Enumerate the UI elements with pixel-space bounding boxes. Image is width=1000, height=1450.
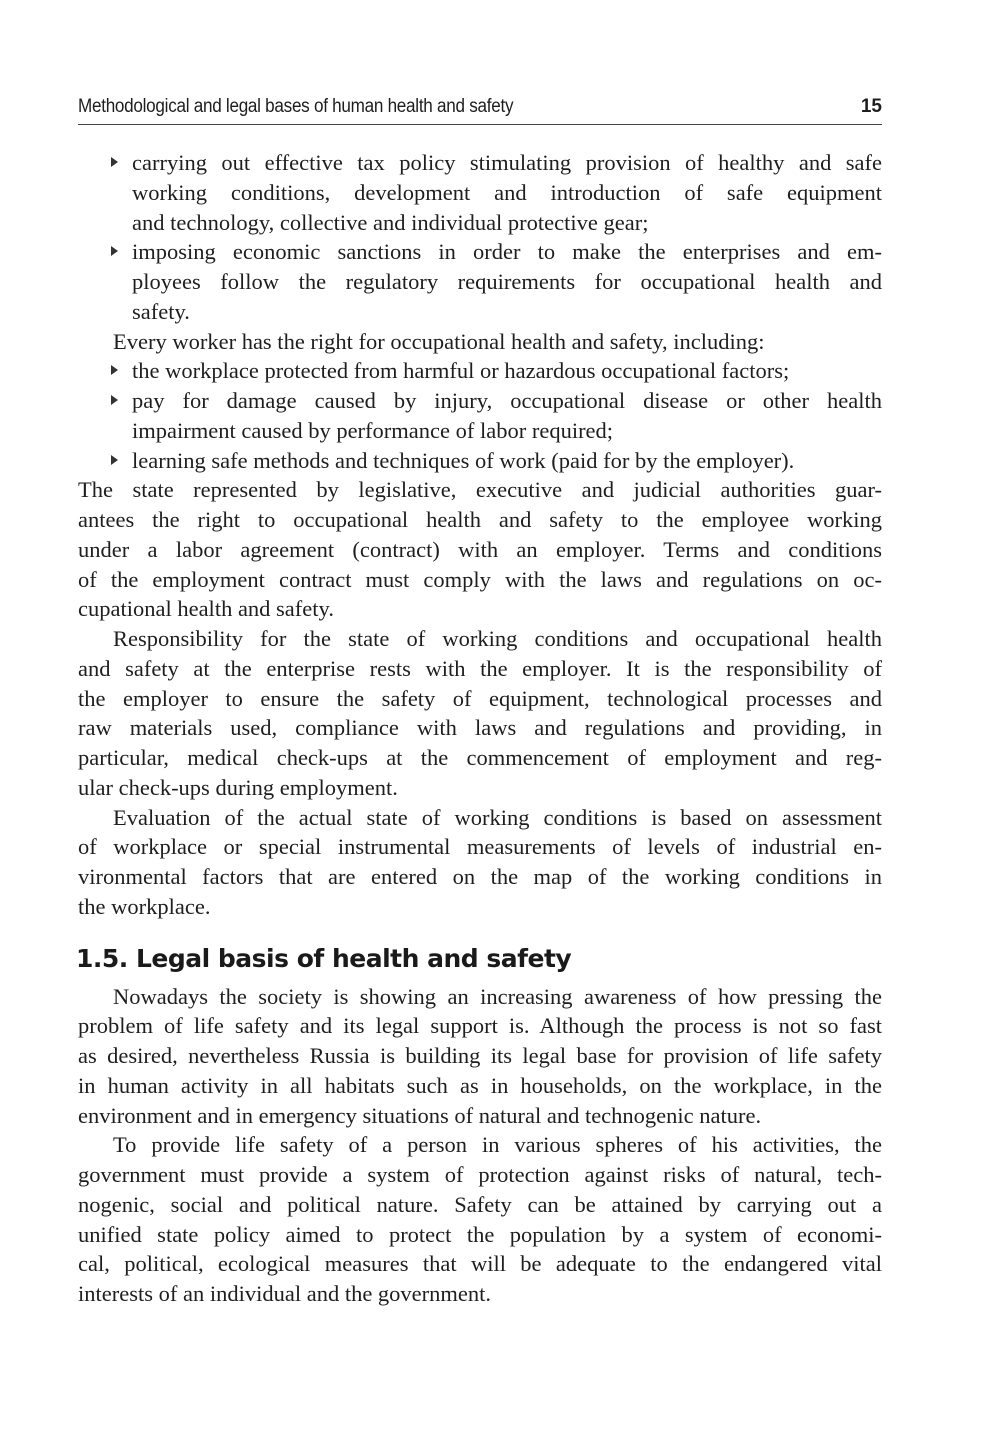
paragraph: [78, 327, 882, 357]
text-line: antees the right to occupational health and safety to the employee working: [78, 507, 882, 532]
bullet-item: [78, 237, 882, 326]
paragraph: [78, 1130, 882, 1309]
section-heading: 1.5. Legal basis of health and safety: [76, 943, 572, 973]
text-line: raw materials used, compliance with laws and regulations and providing, in: [78, 715, 882, 741]
triangle-bullet-icon: [111, 246, 118, 256]
text-line: imposing economic sanctions in order to make the enterprises and em-: [132, 239, 882, 265]
triangle-bullet-icon: [111, 455, 118, 465]
text-line: government must provide a system of protection against risks of natural, tech-: [78, 1162, 882, 1187]
text-line: and technology, collective and individual protective gear;: [132, 209, 649, 235]
text-line: carrying out effective tax policy stimulating provision of healthy and safe: [132, 150, 882, 175]
text-line: vironmental factors that are entered on the map of the working conditions in: [78, 864, 882, 889]
text-line: of workplace or special instrumental measurements of levels of industrial en-: [78, 834, 882, 860]
text-line: of the employment contract must comply with the laws and regulations on oc-: [78, 566, 882, 592]
triangle-bullet-icon: [111, 365, 118, 375]
paragraph: [78, 475, 882, 624]
text-line: the workplace.: [78, 893, 211, 919]
text-line: and safety at the enterprise rests with the employer. It is the responsibility of: [78, 655, 882, 681]
text-line: The state represented by legislative, executive and judicial authorities guar-: [78, 477, 882, 503]
bullet-item: [78, 148, 882, 237]
running-header: [78, 94, 882, 125]
text-line: pay for damage caused by injury, occupational disease or other health: [132, 388, 882, 413]
bullet-item: [78, 356, 882, 386]
text-line: cupational health and safety.: [78, 596, 334, 622]
text-line: Responsibility for the state of working conditions and occupational health: [113, 626, 882, 651]
text-line: the employer to ensure the safety of equipment, technological processes and: [78, 685, 882, 711]
text-line: problem of life safety and its legal support is. Although the process is not so fast: [78, 1013, 882, 1039]
page-number: 15: [860, 96, 882, 117]
text-line: environment and in emergency situations of natural and technogenic nature.: [78, 1102, 762, 1128]
page-body: [78, 148, 882, 1309]
text-line: in human activity in all habitats such as in households, on the workplace, in the: [78, 1072, 882, 1098]
bullet-item: [78, 446, 882, 476]
bullet-item: [78, 386, 882, 446]
text-line: ployees follow the regulatory requirements for occupational health and: [132, 269, 882, 294]
text-line: To provide life safety of a person in various spheres of his activities, the: [113, 1132, 882, 1158]
text-line: the workplace protected from harmful or hazardous occupational factors;: [132, 358, 790, 384]
triangle-bullet-icon: [111, 157, 118, 167]
text-line: working conditions, development and introduction of safe equipment: [132, 179, 882, 205]
text-line: Every worker has the right for occupational health and safety, including:: [113, 328, 765, 354]
text-line: impairment caused by performance of labor required;: [132, 417, 614, 443]
paragraph: [78, 624, 882, 803]
text-line: as desired, nevertheless Russia is building its legal base for provision of life safety: [78, 1043, 882, 1068]
text-line: Nowadays the society is showing an increasing awareness of how pressing the: [113, 983, 882, 1009]
text-line: Evaluation of the actual state of working conditions is based on assessment: [113, 804, 882, 830]
paragraph: [78, 803, 882, 922]
text-line: particular, medical check-ups at the commencement of employment and reg-: [78, 745, 882, 770]
text-line: ular check-ups during employment.: [78, 774, 398, 800]
text-line: nogenic, social and political nature. Safety can be attained by carrying out a: [78, 1191, 882, 1217]
text-line: learning safe methods and techniques of work (paid for by the employer).: [132, 447, 795, 473]
text-line: unified state policy aimed to protect the population by a system of economi-: [78, 1221, 882, 1247]
text-line: cal, political, ecological measures that will be adequate to the endangered vital: [78, 1251, 882, 1277]
text-line: interests of an individual and the government.: [78, 1281, 492, 1306]
triangle-bullet-icon: [111, 395, 118, 405]
text-line: safety.: [132, 298, 190, 324]
paragraph: [78, 982, 882, 1131]
running-title: Methodological and legal bases of human health and safety: [78, 96, 514, 117]
text-line: under a labor agreement (contract) with an employer. Terms and conditions: [78, 536, 882, 562]
